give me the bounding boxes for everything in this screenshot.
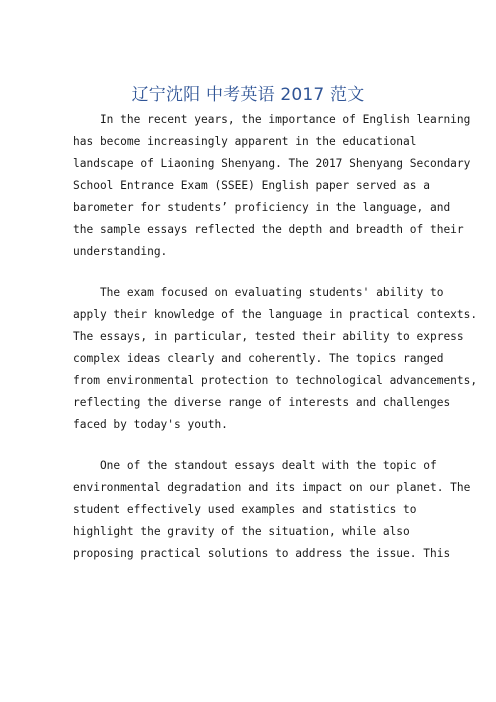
text-line: One of the standout essays dealt with the topic of	[73, 459, 437, 472]
text-line: complex ideas clearly and coherently. The topics ranged	[73, 352, 444, 365]
text-line: reflecting the diverse range of interests and challenges	[73, 396, 451, 409]
text-line: understanding.	[73, 245, 168, 258]
text-line: student effectively used examples and statistics to	[73, 503, 417, 516]
text-line: the sample essays reflected the depth and breadth of their	[73, 223, 464, 236]
text-line: barometer for students’ proficiency in the language, and	[73, 201, 451, 214]
text-line: landscape of Liaoning Shenyang. The 2017 Shenyang Secondary	[73, 157, 471, 170]
text-line: proposing practical solutions to address the issue. This	[73, 547, 451, 560]
text-line: highlight the gravity of the situation, while also	[73, 525, 410, 538]
text-line: has become increasingly apparent in the educational	[73, 135, 417, 148]
text-line: The essays, in particular, tested their ability to express	[73, 330, 464, 343]
document-title: 辽宁沈阳 中考英语 2017 范文	[131, 85, 365, 105]
text-line: In the recent years, the importance of English learning	[73, 113, 471, 126]
text-line: environmental degradation and its impact on our planet. The	[73, 481, 471, 494]
text-line: faced by today's youth.	[73, 418, 228, 431]
paragraph-2	[73, 282, 478, 436]
paragraph-1	[73, 109, 471, 263]
text-line: from environmental protection to technological advancements,	[73, 374, 478, 387]
paragraph-3	[73, 455, 471, 565]
text-line: School Entrance Exam (SSEE) English paper served as a	[73, 179, 430, 192]
text-line: The exam focused on evaluating students' ability to	[73, 286, 444, 299]
text-line: apply their knowledge of the language in practical contexts.	[73, 308, 478, 321]
document-body	[73, 109, 478, 584]
